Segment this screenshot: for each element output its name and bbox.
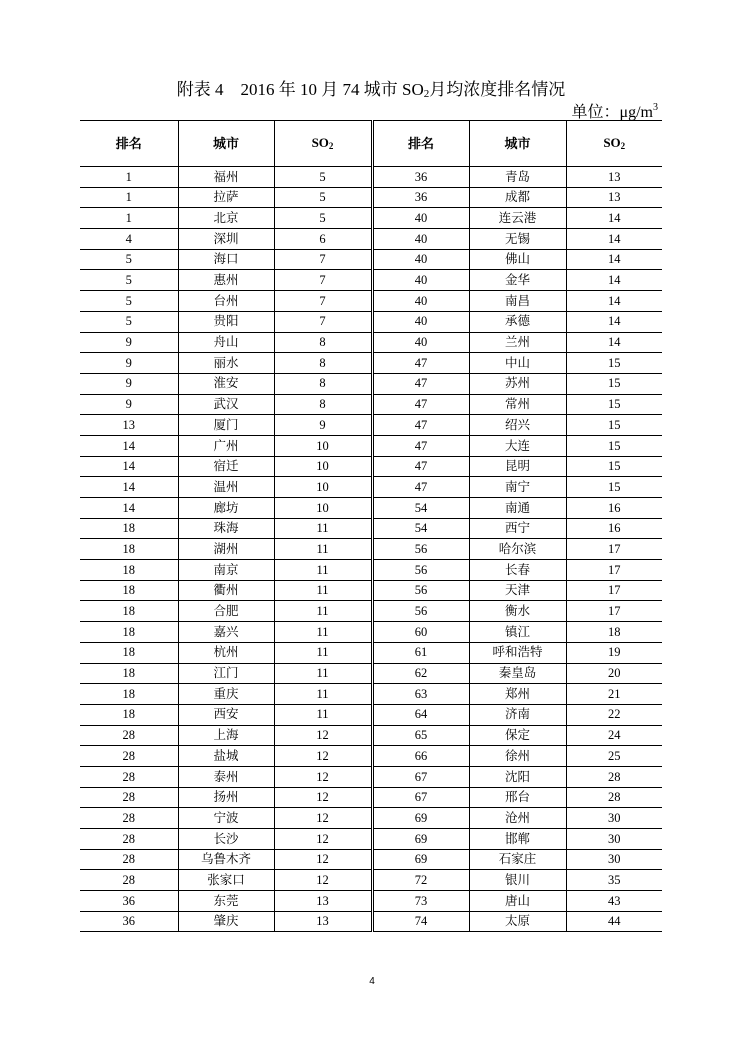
cell-city: 温州: [178, 477, 274, 498]
cell-city: 嘉兴: [178, 622, 274, 643]
table-row: [80, 601, 662, 622]
table-row: [80, 560, 662, 581]
cell-rank: 36: [372, 187, 469, 208]
cell-rank: 18: [80, 539, 178, 560]
cell-rank: 67: [372, 787, 469, 808]
table-row: [80, 911, 662, 932]
cell-so2: 30: [566, 849, 662, 870]
cell-rank: 28: [80, 725, 178, 746]
cell-city: 江门: [178, 663, 274, 684]
cell-rank: 9: [80, 373, 178, 394]
cell-so2: 7: [274, 249, 372, 270]
table-row: [80, 167, 662, 188]
cell-city: 太原: [469, 911, 566, 932]
table-row: [80, 311, 662, 332]
cell-city: 厦门: [178, 415, 274, 436]
cell-city: 呼和浩特: [469, 642, 566, 663]
cell-city: 南通: [469, 498, 566, 519]
cell-rank: 40: [372, 249, 469, 270]
cell-city: 西宁: [469, 518, 566, 539]
cell-city: 衢州: [178, 580, 274, 601]
cell-rank: 5: [80, 270, 178, 291]
cell-rank: 54: [372, 518, 469, 539]
cell-rank: 65: [372, 725, 469, 746]
cell-so2: 6: [274, 229, 372, 250]
cell-rank: 56: [372, 601, 469, 622]
cell-so2: 30: [566, 829, 662, 850]
table-row: [80, 249, 662, 270]
cell-rank: 18: [80, 622, 178, 643]
table-row: [80, 684, 662, 705]
cell-rank: 14: [80, 456, 178, 477]
table-row: [80, 229, 662, 250]
cell-rank: 28: [80, 849, 178, 870]
cell-so2: 8: [274, 373, 372, 394]
cell-so2: 14: [566, 229, 662, 250]
cell-so2: 12: [274, 829, 372, 850]
cell-rank: 69: [372, 808, 469, 829]
cell-so2: 17: [566, 601, 662, 622]
table-row: [80, 208, 662, 229]
cell-city: 银川: [469, 870, 566, 891]
cell-so2: 13: [566, 167, 662, 188]
table-row: [80, 808, 662, 829]
cell-so2: 19: [566, 642, 662, 663]
table-row: [80, 291, 662, 312]
cell-city: 湖州: [178, 539, 274, 560]
cell-so2: 8: [274, 394, 372, 415]
cell-rank: 5: [80, 311, 178, 332]
cell-city: 东莞: [178, 891, 274, 912]
cell-city: 连云港: [469, 208, 566, 229]
cell-so2: 15: [566, 415, 662, 436]
table-row: [80, 415, 662, 436]
cell-city: 海口: [178, 249, 274, 270]
table-row: [80, 580, 662, 601]
cell-rank: 47: [372, 353, 469, 374]
cell-rank: 73: [372, 891, 469, 912]
cell-so2: 28: [566, 787, 662, 808]
table-row: [80, 829, 662, 850]
cell-so2: 20: [566, 663, 662, 684]
cell-rank: 60: [372, 622, 469, 643]
cell-rank: 47: [372, 456, 469, 477]
table-row: [80, 787, 662, 808]
table-row: [80, 435, 662, 456]
header-rank: 排名: [80, 121, 178, 167]
cell-so2: 12: [274, 849, 372, 870]
cell-city: 杭州: [178, 642, 274, 663]
cell-so2: 15: [566, 353, 662, 374]
cell-rank: 28: [80, 746, 178, 767]
cell-city: 广州: [178, 435, 274, 456]
cell-so2: 10: [274, 435, 372, 456]
cell-rank: 40: [372, 291, 469, 312]
cell-rank: 5: [80, 291, 178, 312]
cell-rank: 40: [372, 332, 469, 353]
table-row: [80, 518, 662, 539]
cell-city: 深圳: [178, 229, 274, 250]
header-so2: $SO_2$: [566, 121, 662, 167]
cell-so2: 16: [566, 498, 662, 519]
cell-so2: 14: [566, 291, 662, 312]
cell-rank: 36: [372, 167, 469, 188]
cell-rank: 1: [125, 169, 132, 184]
cell-so2: 12: [274, 725, 372, 746]
cell-so2: 11: [274, 622, 372, 643]
cell-so2: 7: [274, 270, 372, 291]
table-row: [80, 891, 662, 912]
cell-city: 宿迁: [178, 456, 274, 477]
cell-so2: 15: [566, 477, 662, 498]
table-body: [80, 167, 662, 932]
cell-rank: 13: [80, 415, 178, 436]
cell-city: 常州: [469, 394, 566, 415]
cell-rank: 47: [372, 435, 469, 456]
unit-label: 单位：$\mu g/m^3$: [571, 102, 658, 121]
cell-city: 福州: [178, 167, 274, 188]
cell-city: 金华: [469, 270, 566, 291]
table-row: [80, 332, 662, 353]
cell-city: 沧州: [469, 808, 566, 829]
cell-city: 西安: [178, 704, 274, 725]
cell-city: 贵阳: [178, 311, 274, 332]
table-row: [80, 187, 662, 208]
cell-city: 乌鲁木齐: [178, 849, 274, 870]
cell-so2: 15: [566, 435, 662, 456]
cell-rank: 14: [80, 498, 178, 519]
cell-rank: 56: [372, 539, 469, 560]
cell-rank: 64: [372, 704, 469, 725]
header-so2: $SO_2$: [274, 121, 372, 167]
table-row: [80, 353, 662, 374]
cell-so2: 11: [274, 642, 372, 663]
cell-city: 唐山: [469, 891, 566, 912]
cell-city: 承德: [469, 311, 566, 332]
cell-so2: 14: [566, 332, 662, 353]
cell-rank: 1: [80, 187, 178, 208]
cell-city: 邢台: [469, 787, 566, 808]
cell-rank: 47: [372, 477, 469, 498]
cell-so2: 11: [274, 684, 372, 705]
cell-so2: 44: [566, 911, 662, 932]
cell-so2: 13: [274, 911, 372, 932]
cell-so2: 22: [566, 704, 662, 725]
cell-city: 长沙: [178, 829, 274, 850]
table-header-row: [80, 121, 662, 167]
cell-city: 中山: [469, 353, 566, 374]
cell-city: 珠海: [178, 518, 274, 539]
cell-city: 青岛: [469, 167, 566, 188]
cell-so2: 17: [566, 560, 662, 581]
cell-rank: 9: [80, 332, 178, 353]
cell-city: 镇江: [469, 622, 566, 643]
cell-so2: 14: [566, 270, 662, 291]
cell-city: 重庆: [178, 684, 274, 705]
cell-so2: 21: [566, 684, 662, 705]
header-city: 城市: [469, 121, 566, 167]
cell-city: 南昌: [469, 291, 566, 312]
cell-so2: 16: [566, 518, 662, 539]
header-city: 城市: [178, 121, 274, 167]
cell-rank: 36: [80, 911, 178, 932]
cell-so2: 28: [566, 766, 662, 787]
table-row: [80, 373, 662, 394]
table-row: [80, 270, 662, 291]
table-row: [80, 539, 662, 560]
cell-so2: 12: [274, 787, 372, 808]
cell-rank: 9: [80, 353, 178, 374]
table-row: [80, 622, 662, 643]
cell-city: 南京: [178, 560, 274, 581]
cell-rank: 40: [372, 229, 469, 250]
cell-city: 无锡: [469, 229, 566, 250]
cell-city: 南宁: [469, 477, 566, 498]
cell-rank: 61: [372, 642, 469, 663]
cell-rank: 28: [80, 870, 178, 891]
cell-so2: 17: [566, 580, 662, 601]
cell-so2: 14: [566, 311, 662, 332]
cell-rank: 28: [80, 829, 178, 850]
cell-so2: 12: [274, 746, 372, 767]
cell-city: 惠州: [178, 270, 274, 291]
cell-so2: 15: [566, 456, 662, 477]
cell-city: 天津: [469, 580, 566, 601]
cell-city: 泰州: [178, 766, 274, 787]
cell-rank: 63: [372, 684, 469, 705]
cell-rank: 18: [80, 704, 178, 725]
cell-so2: 15: [566, 373, 662, 394]
cell-city: 舟山: [178, 332, 274, 353]
cell-city: 济南: [469, 704, 566, 725]
cell-rank: 62: [372, 663, 469, 684]
cell-rank: 56: [372, 560, 469, 581]
cell-so2: 11: [274, 601, 372, 622]
cell-city: 邯郸: [469, 829, 566, 850]
cell-rank: 67: [372, 766, 469, 787]
cell-so2: 12: [274, 808, 372, 829]
cell-so2: 5: [274, 167, 372, 188]
table-row: [80, 849, 662, 870]
cell-rank: 56: [372, 580, 469, 601]
cell-city: 徐州: [469, 746, 566, 767]
cell-rank: 14: [80, 477, 178, 498]
cell-so2: 12: [274, 766, 372, 787]
cell-city: 盐城: [178, 746, 274, 767]
cell-so2: 5: [274, 187, 372, 208]
table-row: [80, 394, 662, 415]
cell-rank: 40: [372, 208, 469, 229]
cell-city: 丽水: [178, 353, 274, 374]
cell-city: 扬州: [178, 787, 274, 808]
cell-rank: 28: [80, 808, 178, 829]
cell-rank: 1: [80, 208, 178, 229]
cell-so2: 9: [274, 415, 372, 436]
cell-so2: 10: [274, 456, 372, 477]
cell-city: 拉萨: [178, 187, 274, 208]
header-rank: 排名: [372, 121, 469, 167]
table-row: [80, 725, 662, 746]
cell-city: 绍兴: [469, 415, 566, 436]
cell-rank: 18: [80, 580, 178, 601]
cell-city: 保定: [469, 725, 566, 746]
cell-rank: 18: [80, 518, 178, 539]
cell-rank: 40: [372, 270, 469, 291]
cell-so2: 14: [566, 208, 662, 229]
cell-rank: 18: [80, 663, 178, 684]
cell-city: 佛山: [469, 249, 566, 270]
cell-city: 石家庄: [469, 849, 566, 870]
cell-so2: 13: [274, 891, 372, 912]
cell-so2: 11: [274, 518, 372, 539]
cell-city: 哈尔滨: [469, 539, 566, 560]
cell-so2: 11: [274, 560, 372, 581]
table-row: [80, 642, 662, 663]
cell-rank: 18: [80, 601, 178, 622]
cell-city: 淮安: [178, 373, 274, 394]
cell-so2: 17: [566, 539, 662, 560]
cell-so2: 24: [566, 725, 662, 746]
page-number: 4: [369, 976, 375, 987]
cell-city: 北京: [178, 208, 274, 229]
cell-city: 衡水: [469, 601, 566, 622]
cell-rank: 69: [372, 849, 469, 870]
cell-so2: 7: [274, 291, 372, 312]
cell-rank: 18: [80, 684, 178, 705]
cell-so2: 14: [566, 249, 662, 270]
cell-city: 成都: [469, 187, 566, 208]
cell-so2: 5: [274, 208, 372, 229]
table-row: [80, 870, 662, 891]
cell-rank: 40: [372, 311, 469, 332]
cell-so2: 11: [274, 663, 372, 684]
cell-so2: 8: [274, 353, 372, 374]
cell-city: 长春: [469, 560, 566, 581]
table-row: [80, 766, 662, 787]
cell-rank: 28: [80, 787, 178, 808]
cell-so2: 10: [274, 477, 372, 498]
table-row: [80, 663, 662, 684]
cell-so2: 18: [566, 622, 662, 643]
cell-rank: 9: [80, 394, 178, 415]
cell-city: 宁波: [178, 808, 274, 829]
cell-so2: 11: [274, 580, 372, 601]
cell-city: 肇庆: [178, 911, 274, 932]
cell-city: 上海: [178, 725, 274, 746]
cell-city: 昆明: [469, 456, 566, 477]
cell-city: 廊坊: [178, 498, 274, 519]
cell-rank: 47: [372, 415, 469, 436]
cell-city: 沈阳: [469, 766, 566, 787]
cell-rank: 18: [80, 642, 178, 663]
cell-city: 武汉: [178, 394, 274, 415]
cell-so2: 11: [274, 539, 372, 560]
cell-rank: 28: [80, 766, 178, 787]
cell-so2: 25: [566, 746, 662, 767]
table-row: [80, 704, 662, 725]
table-row: [80, 746, 662, 767]
cell-rank: 72: [372, 870, 469, 891]
ranking-table: [80, 120, 662, 932]
cell-city: 兰州: [469, 332, 566, 353]
cell-rank: 47: [372, 394, 469, 415]
cell-so2: 8: [274, 332, 372, 353]
cell-so2: 15: [566, 394, 662, 415]
cell-city: 苏州: [469, 373, 566, 394]
cell-so2: 30: [566, 808, 662, 829]
table-row: [80, 456, 662, 477]
table-row: [80, 477, 662, 498]
cell-so2: 13: [566, 187, 662, 208]
cell-rank: 66: [372, 746, 469, 767]
cell-so2: 43: [566, 891, 662, 912]
cell-rank: 69: [372, 829, 469, 850]
cell-rank: 54: [372, 498, 469, 519]
cell-rank: 4: [80, 229, 178, 250]
cell-city: 台州: [178, 291, 274, 312]
cell-city: 合肥: [178, 601, 274, 622]
cell-city: 张家口: [178, 870, 274, 891]
table-title: 附表 4 2016 年 10 月 74 城市 $SO_2$月均浓度排名情况: [176, 80, 566, 100]
cell-rank: 47: [372, 373, 469, 394]
cell-rank: 5: [80, 249, 178, 270]
cell-city: 大连: [469, 435, 566, 456]
cell-so2: 11: [274, 704, 372, 725]
cell-city: 秦皇岛: [469, 663, 566, 684]
cell-rank: 14: [80, 435, 178, 456]
cell-so2: 35: [566, 870, 662, 891]
cell-city: 郑州: [469, 684, 566, 705]
cell-rank: 36: [80, 891, 178, 912]
cell-rank: 74: [372, 911, 469, 932]
cell-so2: 7: [274, 311, 372, 332]
table-row: [80, 498, 662, 519]
cell-so2: 10: [274, 498, 372, 519]
cell-rank: 18: [80, 560, 178, 581]
cell-so2: 12: [274, 870, 372, 891]
